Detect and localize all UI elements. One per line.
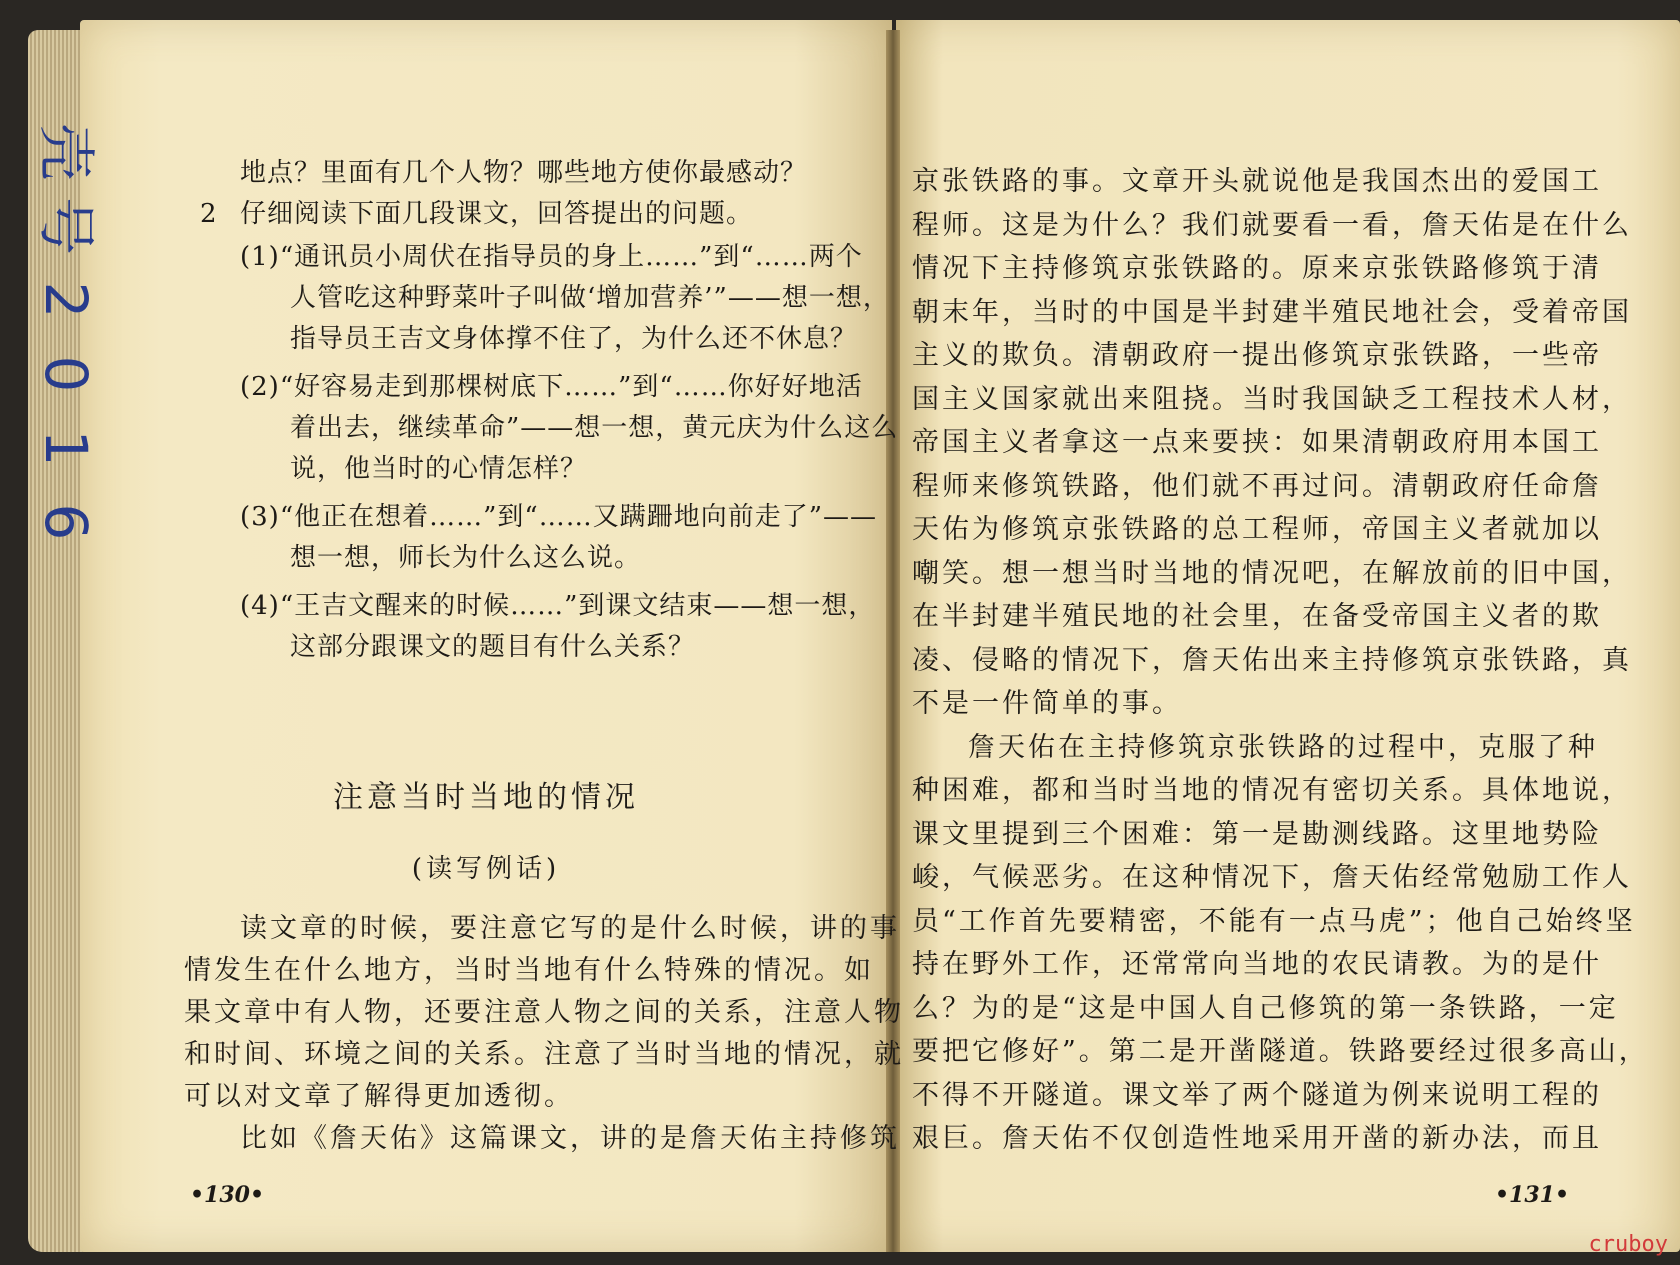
body-line: 凌、侵略的情况下，詹天佑出来主持修筑京张铁路，真 <box>912 644 1632 676</box>
exercise-line: 着出去，继续革命”——想一想，黄元庆为什么这么 <box>290 413 899 443</box>
body-line: 詹天佑在主持修筑京张铁路的过程中，克服了种 <box>968 731 1598 763</box>
handwriting-char: 1 <box>32 429 100 467</box>
body-line: 天佑为修筑京张铁路的总工程师，帝国主义者就加以 <box>912 514 1602 545</box>
exercise-line: 这部分跟课文的题目有什么关系？ <box>290 632 696 662</box>
exercise-line: (1)“通讯员小周伏在指导员的身上……”到“……两个 <box>240 242 863 272</box>
page-number-left: •130• <box>190 1182 265 1208</box>
body-line: 种困难，都和当时当地的情况有密切关系。具体地说， <box>912 775 1632 806</box>
exercise-line: 地点？里面有几个人物？哪些地方使你最感动？ <box>240 158 808 188</box>
handwriting-char: 壳 <box>32 122 100 181</box>
exercise-line: (3)“他正在想着……”到“……又蹒跚地向前走了”—— <box>240 502 877 532</box>
exercise-line: 指导员王吉文身体撑不住了，为什么还不休息？ <box>290 324 858 354</box>
handwriting-char: 6 <box>32 503 100 541</box>
handwriting-char: 2 <box>32 281 100 319</box>
body-line: 要把它修好”。第二是开凿隧道。铁路要经过很多高山， <box>912 1036 1649 1067</box>
body-line: 可以对文章了解得更加透彻。 <box>184 1081 574 1112</box>
body-line: 艰巨。詹天佑不仅创造性地采用开凿的新办法，而且 <box>912 1123 1602 1154</box>
body-line: 帝国主义者拿这一点来要挟：如果清朝政府用本国工 <box>912 427 1602 458</box>
body-line: 果文章中有人物，还要注意人物之间的关系，注意人物 <box>184 997 904 1028</box>
exercise-line: 说，他当时的心情怎样？ <box>290 454 588 484</box>
watermark: cruboy <box>1588 1232 1668 1257</box>
handwriting-char: 号 <box>32 196 100 255</box>
body-line: 程师。这是为什么？我们就要看一看，詹天佑是在什么 <box>912 209 1632 241</box>
body-line: 主义的欺负。清朝政府一提出修筑京张铁路，一些帝 <box>912 340 1602 371</box>
handwritten-note <box>32 115 100 675</box>
exercise-line: (2)“好容易走到那棵树底下……”到“……你好好地活 <box>240 372 863 402</box>
body-line: 员“工作首先要精密，不能有一点马虎”；他自己始终坚 <box>912 905 1636 937</box>
section-subheading: (读写例话) <box>411 854 561 884</box>
exercise-line: 想一想，师长为什么这么说。 <box>290 543 642 573</box>
body-line: 读文章的时候，要注意它写的是什么时候，讲的事 <box>240 913 900 944</box>
exercise-block <box>240 154 807 192</box>
body-line: 京张铁路的事。文章开头就说他是我国杰出的爱国工 <box>912 166 1602 197</box>
body-line: 么？为的是“这是中国人自己修筑的第一条铁路，一定 <box>912 992 1619 1024</box>
exercise-line: (4)“王吉文醒来的时候……”到课文结束——想一想， <box>240 591 876 621</box>
body-line: 程师来修筑铁路，他们就不再过问。清朝政府任命詹 <box>912 470 1602 502</box>
body-line: 课文里提到三个困难：第一是勘测线路。这里地势险 <box>912 818 1602 850</box>
page-number-right: •131• <box>1495 1182 1570 1208</box>
body-line: 和时间、环境之间的关系。注意了当时当地的情况，就 <box>184 1039 904 1070</box>
body-line: 国主义国家就出来阻挠。当时我国缺乏工程技术人材， <box>912 383 1632 415</box>
exercise-number: 2 <box>200 199 218 229</box>
body-line: 不是一件简单的事。 <box>912 688 1182 719</box>
body-line: 在半封建半殖民地的社会里，在备受帝国主义者的欺 <box>912 601 1602 632</box>
question-block <box>240 238 898 669</box>
body-line: 峻，气候恶劣。在这种情况下，詹天佑经常勉励工作人 <box>912 862 1632 893</box>
body-line: 情况下主持修筑京张铁路的。原来京张铁路修筑于清 <box>912 253 1602 284</box>
section-heading: 注意当时当地的情况 <box>333 780 639 815</box>
body-line: 不得不开隧道。课文举了两个隧道为例来说明工程的 <box>912 1079 1602 1111</box>
right-body <box>912 160 1649 1161</box>
handwriting-char: 0 <box>32 355 100 393</box>
body-line: 朝末年，当时的中国是半封建半殖民地社会，受着帝国 <box>912 296 1632 328</box>
exercise-line: 人管吃这种野菜叶子叫做‘增加营养’”——想一想， <box>290 283 890 313</box>
body-line: 持在野外工作，还常常向当地的农民请教。为的是什 <box>912 949 1602 980</box>
exercise-block <box>240 195 753 233</box>
exercise-line: 仔细阅读下面几段课文，回答提出的问题。 <box>240 199 754 229</box>
body-line: 情发生在什么地方，当时当地有什么特殊的情况。如 <box>184 955 874 986</box>
left-body <box>184 908 904 1160</box>
body-line: 嘲笑。想一想当时当地的情况吧，在解放前的旧中国， <box>912 557 1632 589</box>
body-line: 比如《詹天佑》这篇课文，讲的是詹天佑主持修筑 <box>240 1123 900 1154</box>
